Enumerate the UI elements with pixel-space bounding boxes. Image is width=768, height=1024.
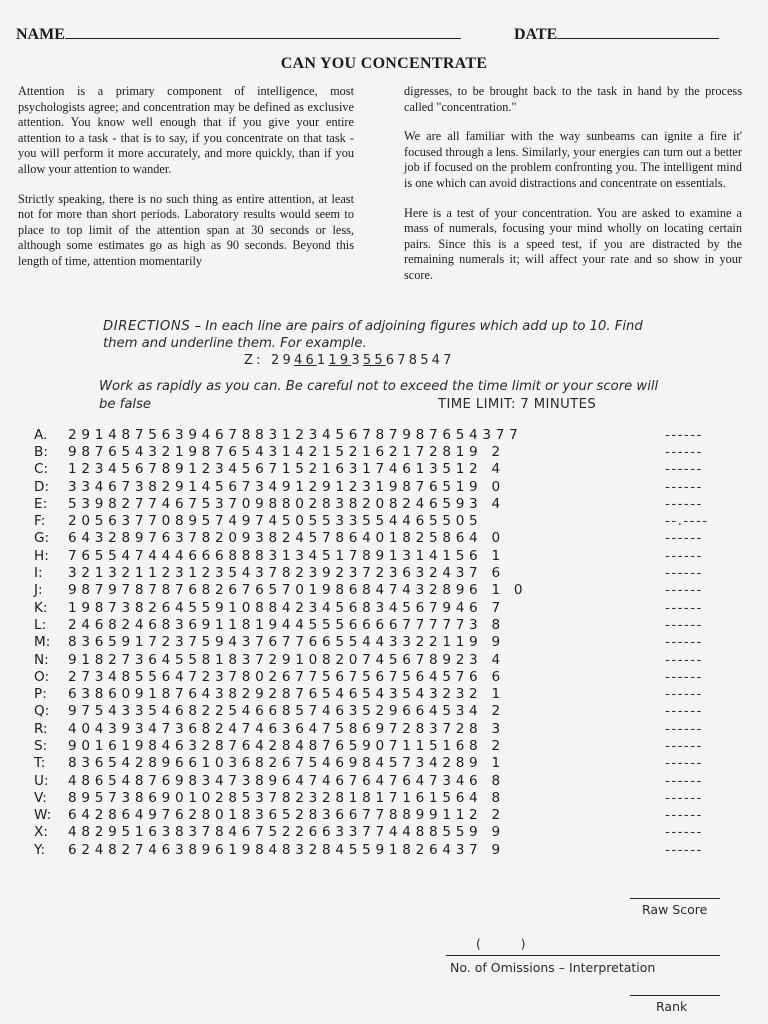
paragraph: Strictly speaking, there is no such thing as entire attention, at least not for more than short periods. Laboratory results would seem to place to top limit of the attention span at 30 seconds or less, although some estimates go as high as 90 seconds. Beyond this length of time, attention momentarily (18, 191, 354, 268)
example-pair: 19 (328, 353, 352, 368)
row-label: V: (34, 789, 47, 806)
answer-blank[interactable]: ------ (665, 737, 703, 754)
row-digits[interactable]: 9876543219876543142152162172819 2 (68, 443, 505, 460)
row-label: P: (34, 686, 47, 703)
row-digits[interactable]: 2914875639467883123456787987654377 (68, 426, 523, 443)
rank-line[interactable] (630, 995, 720, 996)
row-digits[interactable]: 2734855647237802677567567564576 6 (68, 668, 505, 685)
directions (103, 318, 643, 352)
grid-row (34, 530, 709, 547)
page-title: CAN YOU CONCENTRATE (280, 55, 488, 72)
row-digits[interactable]: 6248274638961984832845591826437 9 (68, 841, 505, 858)
answer-blank[interactable]: ------ (665, 530, 703, 547)
answer-blank[interactable]: ------ (665, 651, 703, 668)
row-digits[interactable]: 4043934736824746364758697283728 3 (68, 720, 505, 737)
row-label: Q: (34, 703, 50, 720)
row-label: B: (34, 443, 48, 460)
name-field[interactable] (16, 24, 461, 44)
row-digits[interactable]: 2056377089574974505533554465505 (68, 513, 483, 530)
name-label: NAME (16, 26, 65, 43)
answer-blank[interactable]: ------ (665, 565, 703, 582)
answer-blank[interactable]: ------ (665, 599, 703, 616)
paragraph: Here is a test of your concentration. You are asked to examine a mass of numerals, focusing your mind wholly on locating certain pairs. Since this is a speed test, if you are distracted by the remaining numerals it; will affect your rate and so show in your score. (404, 205, 742, 282)
row-label: M: (34, 634, 51, 651)
raw-score-label: Raw Score (642, 902, 708, 917)
row-label: K: (34, 599, 48, 616)
grid-row (34, 737, 709, 754)
answer-blank[interactable]: ------ (665, 547, 703, 564)
answer-blank[interactable]: ------ (665, 841, 703, 858)
example-suffix: 678547 (385, 353, 455, 368)
omissions-line[interactable] (446, 955, 720, 956)
grid-row (34, 634, 709, 651)
row-label: U: (34, 772, 49, 789)
row-label: A. (34, 426, 48, 443)
row-digits[interactable]: 4829516383784675226633774488559 9 (68, 824, 505, 841)
answer-blank[interactable]: ------ (665, 495, 703, 512)
right-column (404, 84, 742, 298)
grid-row (34, 720, 709, 737)
answer-blank[interactable]: ------ (665, 807, 703, 824)
grid-row (34, 824, 709, 841)
answer-blank[interactable]: --.---- (665, 513, 709, 530)
grid-row (34, 651, 709, 668)
answer-blank[interactable]: ------ (665, 772, 703, 789)
grid-row (34, 616, 709, 633)
grid-row (34, 789, 709, 806)
paragraph: Attention is a primary component of intelligence, most psychologists agree; and concentration may be defined as exclusive attention. You know well enough that if you give your entire attention to a task - that is to say, if you concentrate on that task - you will perform it more accurately, and more quickly, than if you allow your attention to wander. (18, 84, 354, 176)
row-label: G: (34, 530, 50, 547)
grid-row (34, 807, 709, 824)
grid-row (34, 668, 709, 685)
row-label: C: (34, 461, 49, 478)
paragraph: digresses, to be brought back to the task in hand by the process called "concentration." (404, 84, 742, 114)
row-label: I: (34, 565, 43, 582)
example-prefix: Z: 29 (244, 353, 294, 368)
row-digits[interactable]: 3213211231235437823923723632437 6 (68, 565, 505, 582)
date-field[interactable] (514, 24, 719, 44)
grid-row (34, 582, 709, 599)
answer-blank[interactable]: ------ (665, 720, 703, 737)
answer-blank[interactable]: ------ (665, 668, 703, 685)
row-digits[interactable]: 5398277467537098802838208246593 4 (68, 495, 505, 512)
answer-blank[interactable]: ------ (665, 789, 703, 806)
row-digits[interactable]: 8365917237594376776655443322119 9 (68, 634, 505, 651)
grid-row (34, 461, 709, 478)
row-digits[interactable]: 6386091876438292876546543543232 1 (68, 686, 505, 703)
example-pair: 46 (293, 353, 317, 368)
grid-row (34, 547, 709, 564)
work-instructions: Work as rapidly as you can. Be careful not to exceed the time limit or your score will be false (99, 379, 659, 412)
row-label: F: (34, 513, 46, 530)
example-digit: 1 (316, 353, 329, 368)
grid-row (34, 564, 709, 581)
row-digits[interactable]: 1987382645591088423456834567946 7 (68, 599, 505, 616)
row-digits[interactable]: 6432897637820938245786401825864 0 (68, 530, 505, 547)
row-label: J: (34, 582, 43, 599)
row-digits[interactable]: 2468246836911819445556666777773 8 (68, 616, 505, 633)
answer-blank[interactable]: ------ (665, 478, 703, 495)
answer-blank[interactable]: ------ (665, 824, 703, 841)
row-digits[interactable]: 3346738291456734912912319876519 0 (68, 478, 505, 495)
example-line (244, 353, 455, 368)
row-label: L: (34, 616, 47, 633)
row-digits[interactable]: 9754335468225466857463529664534 2 (68, 703, 505, 720)
row-label: S: (34, 737, 48, 754)
row-label: Y: (34, 841, 46, 858)
directions-text: – In each line are pairs of adjoining figures which add up to 10. Find them and underline them. For example. (103, 319, 643, 351)
time-limit: TIME LIMIT: 7 MINUTES (438, 397, 597, 412)
answer-blank[interactable]: ------ (665, 634, 703, 651)
omissions-parens: ( ) (476, 936, 526, 951)
directions-label: DIRECTIONS (103, 319, 191, 334)
answer-blank[interactable]: ------ (665, 703, 703, 720)
date-label: DATE (514, 26, 558, 43)
row-label: X: (34, 824, 48, 841)
answer-blank[interactable]: ------ (665, 616, 703, 633)
grid-row (34, 841, 709, 858)
number-grid (34, 426, 709, 858)
answer-blank[interactable]: ------ (665, 755, 703, 772)
row-digits[interactable]: 9182736455818372910820745678923 4 (68, 651, 505, 668)
row-digits[interactable]: 8365428966103682675469845734289 1 (68, 755, 505, 772)
rank-label: Rank (656, 999, 688, 1014)
row-label: W: (34, 807, 52, 824)
grid-row (34, 443, 709, 460)
answer-blank[interactable]: ------ (665, 686, 703, 703)
row-label: D: (34, 478, 50, 495)
raw-score-line[interactable] (630, 898, 720, 899)
row-digits[interactable]: 9879787876826765701986847432896 1 0 (68, 582, 528, 599)
example-digit: 3 (351, 353, 363, 368)
answer-blank[interactable]: ------ (665, 461, 703, 478)
example-pair: 55 (362, 353, 386, 368)
paragraph: We are all familiar with the way sunbeams can ignite a fire it' focused through a lens. Similarly, your energies can turn out a better job if focused on the problem confronting you. The intelligent mind is one which can avoid distractions and concentrate on essentials. (404, 129, 742, 190)
name-line[interactable] (65, 24, 461, 39)
row-digits[interactable]: 9016198463287642848765907115168 2 (68, 737, 505, 754)
omissions-label: No. of Omissions – Interpretation (450, 960, 656, 975)
left-column (18, 84, 354, 284)
grid-row (34, 495, 709, 512)
row-digits[interactable]: 7655474446668883134517891314156 1 (68, 547, 505, 564)
grid-row (34, 703, 709, 720)
grid-row (34, 755, 709, 772)
row-label: H: (34, 547, 49, 564)
row-label: T: (34, 755, 46, 772)
date-line[interactable] (557, 24, 719, 39)
grid-row (34, 426, 709, 443)
row-label: N: (34, 651, 49, 668)
row-digits[interactable]: 6428649762801836528366778899112 2 (68, 807, 505, 824)
row-label: R: (34, 720, 48, 737)
row-digits[interactable]: 1234567891234567152163174613512 4 (68, 461, 505, 478)
row-digits[interactable]: 4865487698347389647467647647346 8 (68, 772, 505, 789)
answer-blank[interactable]: ------ (665, 426, 703, 443)
grid-row (34, 512, 709, 529)
answer-blank[interactable]: ------ (665, 582, 703, 599)
row-digits[interactable]: 8957386901028537823281817161564 8 (68, 789, 505, 806)
grid-row (34, 478, 709, 495)
row-label: E: (34, 495, 48, 512)
answer-blank[interactable]: ------ (665, 443, 703, 460)
row-label: O: (34, 668, 50, 685)
grid-row (34, 599, 709, 616)
grid-row (34, 685, 709, 702)
grid-row (34, 772, 709, 789)
